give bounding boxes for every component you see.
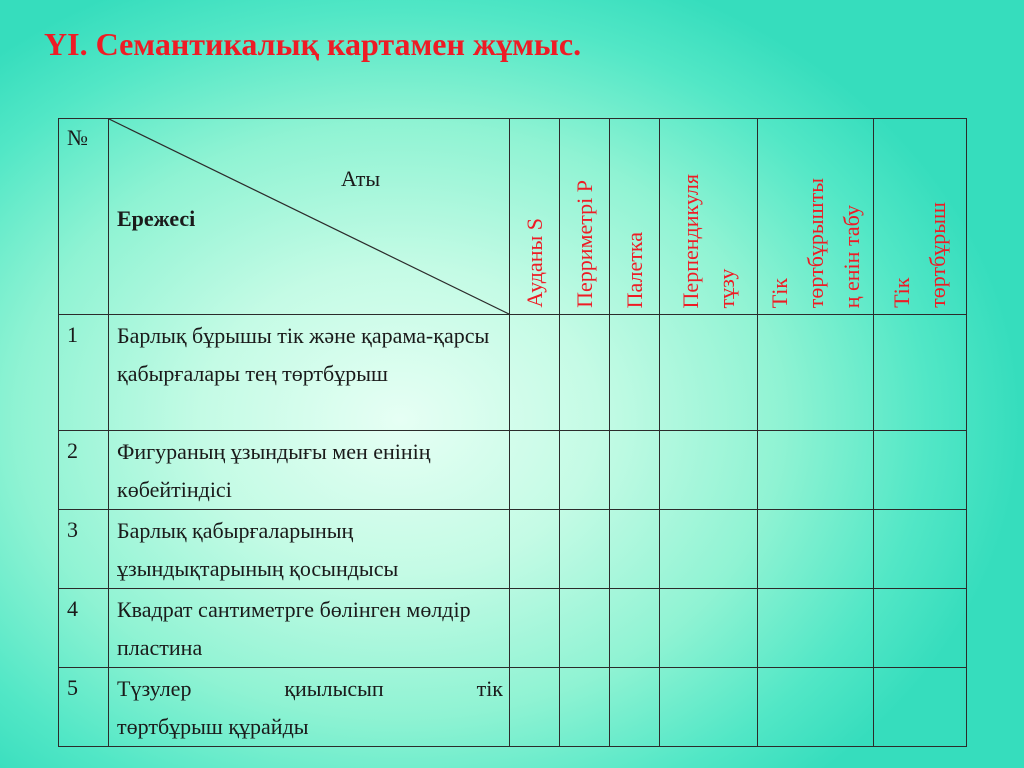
header-row — [59, 119, 967, 315]
answer-cell[interactable] — [660, 315, 758, 431]
answer-cell[interactable] — [510, 431, 560, 510]
column-label-perimeter: Перриметрі Р — [571, 180, 597, 308]
answer-cell[interactable] — [510, 315, 560, 431]
row-number: 5 — [59, 668, 109, 747]
column-label-grid-plate: Палетка — [621, 231, 647, 308]
row-number: 4 — [59, 589, 109, 668]
header-number-cell: № — [59, 119, 109, 315]
slide-title: ҮІ. Семантикалық картамен жұмыс. — [44, 26, 582, 62]
answer-cell[interactable] — [560, 589, 610, 668]
row-rule-text: Барлық бұрышы тік және қарама-қарсы қабырғалары тең төртбұрыш — [109, 315, 510, 431]
answer-cell[interactable] — [874, 315, 967, 431]
column-label-rectangle-width: Тік төртбұрышты ң енін табу — [766, 177, 864, 308]
row-number: 2 — [59, 431, 109, 510]
answer-cell[interactable] — [874, 510, 967, 589]
header-column-grid-plate — [610, 119, 660, 315]
answer-cell[interactable] — [610, 315, 660, 431]
row-rule-line-1: Түзулер қиылысып тік — [117, 676, 503, 701]
row-rule-line-2: төртбұрыш құрайды — [117, 714, 309, 739]
answer-cell[interactable] — [510, 589, 560, 668]
table-row — [59, 510, 967, 589]
answer-cell[interactable] — [610, 589, 660, 668]
column-label-rectangle: Тік төртбұрыш — [889, 202, 950, 308]
row-rule-text: Квадрат сантиметрге бөлінген мөлдір пластина — [109, 589, 510, 668]
header-diagonal-cell — [109, 119, 510, 315]
answer-cell[interactable] — [560, 510, 610, 589]
answer-cell[interactable] — [660, 431, 758, 510]
answer-cell[interactable] — [874, 431, 967, 510]
header-column-perimeter — [560, 119, 610, 315]
header-column-perpendicular — [660, 119, 758, 315]
answer-cell[interactable] — [874, 589, 967, 668]
row-rule-text — [109, 668, 510, 747]
row-rule-text: Фигураның ұзындығы мен енінің көбейтіндісі — [109, 431, 510, 510]
table-row — [59, 668, 967, 747]
answer-cell[interactable] — [510, 510, 560, 589]
answer-cell[interactable] — [758, 589, 874, 668]
header-rule-label: Ережесі — [117, 206, 196, 231]
row-rule-text: Барлық қабырғаларының ұзындықтарының қосындысы — [109, 510, 510, 589]
answer-cell[interactable] — [758, 668, 874, 747]
column-label-area: Ауданы S — [521, 218, 547, 308]
answer-cell[interactable] — [560, 431, 610, 510]
table-row — [59, 315, 967, 431]
header-column-rectangle — [874, 119, 967, 315]
header-column-area — [510, 119, 560, 315]
answer-cell[interactable] — [660, 589, 758, 668]
header-column-rectangle-width — [758, 119, 874, 315]
answer-cell[interactable] — [874, 668, 967, 747]
table-row — [59, 589, 967, 668]
answer-cell[interactable] — [660, 510, 758, 589]
answer-cell[interactable] — [610, 668, 660, 747]
row-number: 3 — [59, 510, 109, 589]
answer-cell[interactable] — [758, 315, 874, 431]
answer-cell[interactable] — [758, 510, 874, 589]
answer-cell[interactable] — [660, 668, 758, 747]
column-label-perpendicular: Перпендикуля тұзу — [677, 173, 739, 308]
answer-cell[interactable] — [610, 431, 660, 510]
answer-cell[interactable] — [610, 510, 660, 589]
header-name-label: Аты — [341, 166, 381, 191]
answer-cell[interactable] — [758, 431, 874, 510]
answer-cell[interactable] — [560, 315, 610, 431]
answer-cell[interactable] — [560, 668, 610, 747]
answer-cell[interactable] — [510, 668, 560, 747]
semantic-map-table — [58, 118, 967, 747]
table-row — [59, 431, 967, 510]
row-number: 1 — [59, 315, 109, 431]
